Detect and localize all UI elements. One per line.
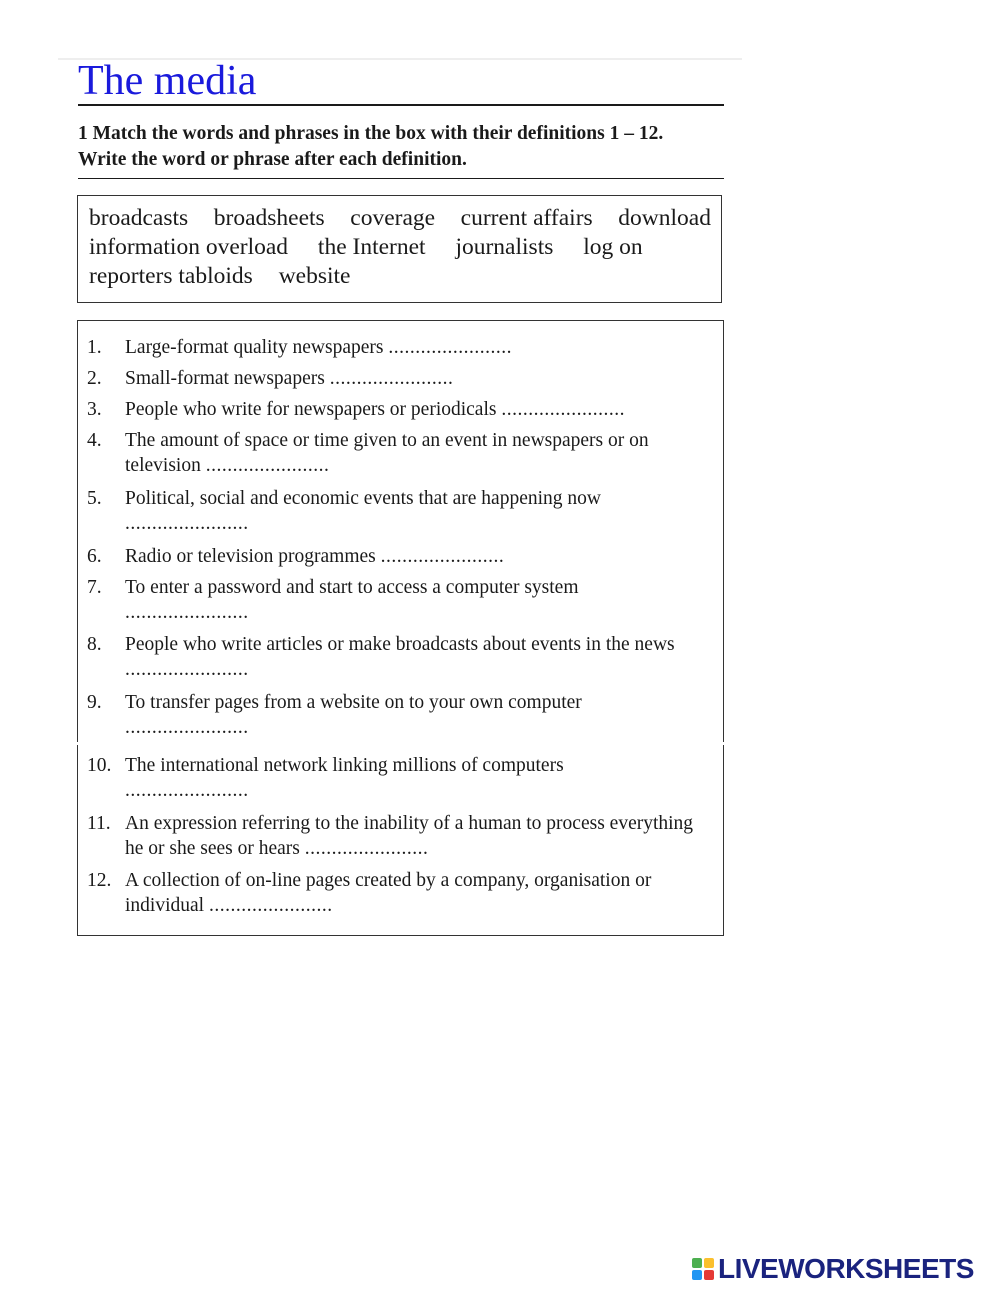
definition-item <box>87 366 707 391</box>
definition-number: 5. <box>87 488 102 509</box>
word-box <box>77 195 722 303</box>
word-box-line-3 <box>89 262 711 291</box>
word-option: broadcasts <box>89 205 189 231</box>
instructions-line-2: Write the word or phrase after each definition. <box>78 149 467 170</box>
definition-text: People who write articles or make broadcasts about events in the news <box>125 634 675 655</box>
definition-text: To enter a password and start to access a computer system <box>125 577 579 598</box>
definition-number: 12. <box>87 870 112 891</box>
definition-text: To transfer pages from a website on to your own computer <box>125 692 582 713</box>
answer-blank[interactable]: ....................... <box>125 659 249 680</box>
definition-text: Large-format quality newspapers <box>125 337 384 358</box>
definition-text: People who write for newspapers or periodicals <box>125 399 497 420</box>
definition-item <box>87 811 707 861</box>
definition-number: 1. <box>87 337 102 358</box>
word-option: coverage <box>350 205 436 231</box>
definition-item <box>87 428 707 478</box>
definition-item <box>87 335 707 360</box>
logo-text: LIVEWORKSHEETS <box>718 1253 974 1284</box>
definition-number: 8. <box>87 634 102 655</box>
word-option: website <box>278 263 351 289</box>
answer-blank[interactable]: ....................... <box>208 895 333 916</box>
answer-blank[interactable]: ....................... <box>304 838 429 859</box>
instructions-line-1: 1 Match the words and phrases in the box with their definitions 1 – 12. <box>78 123 664 144</box>
word-box-line-1 <box>89 204 711 233</box>
word-option: broadsheets <box>213 205 325 231</box>
answer-blank[interactable]: ....................... <box>205 455 330 476</box>
definition-text: The amount of space or time given to an event in newspapers or on television <box>125 430 649 476</box>
word-option: the Internet <box>317 234 426 260</box>
definition-text: Radio or television programmes <box>125 546 376 567</box>
definition-text: An expression referring to the inability of a human to process everything he or she sees or hears <box>125 813 694 859</box>
word-option: log on <box>583 234 643 260</box>
definition-text: A collection of on-line pages created by a company, organisation or individual <box>125 870 652 916</box>
definition-text: Small-format newspapers <box>125 368 325 389</box>
exercise-instructions <box>78 121 724 173</box>
title-divider <box>78 104 724 106</box>
definition-text: Political, social and economic events that are happening now <box>125 488 601 509</box>
definition-item <box>87 690 707 740</box>
answer-blank[interactable]: ....................... <box>501 399 625 420</box>
answer-blank[interactable]: ....................... <box>125 513 249 534</box>
definition-text: The international network linking millions of computers <box>125 755 564 776</box>
definition-number: 10. <box>87 755 112 776</box>
definition-number: 6. <box>87 546 102 567</box>
definition-number: 11. <box>87 813 111 834</box>
answer-blank[interactable]: ....................... <box>380 546 505 567</box>
instructions-divider <box>78 178 724 179</box>
word-option: reporters tabloids <box>89 263 253 289</box>
logo-grid-icon <box>692 1258 714 1280</box>
answer-blank[interactable]: ....................... <box>125 780 249 801</box>
definition-item <box>87 575 707 625</box>
answer-blank[interactable]: ....................... <box>125 717 249 738</box>
definition-item <box>87 753 707 803</box>
definition-number: 9. <box>87 692 102 713</box>
liveworksheets-logo[interactable] <box>692 1253 974 1285</box>
definition-item <box>87 632 707 682</box>
page-title: The media <box>78 58 257 104</box>
word-option: journalists <box>455 234 554 260</box>
word-option: download <box>618 205 711 231</box>
answer-blank[interactable]: ....................... <box>388 337 512 358</box>
word-option: current affairs <box>460 205 593 231</box>
definition-item <box>87 397 707 422</box>
definition-number: 7. <box>87 577 102 598</box>
definition-number: 2. <box>87 368 102 389</box>
definition-number: 3. <box>87 399 102 420</box>
definition-number: 4. <box>87 430 102 451</box>
definition-item <box>87 544 707 569</box>
answer-blank[interactable]: ....................... <box>125 602 249 623</box>
answer-blank[interactable]: ....................... <box>329 368 454 389</box>
definition-item <box>87 868 707 918</box>
definition-item <box>87 486 707 536</box>
word-box-line-2 <box>89 233 711 262</box>
word-option: information overload <box>89 234 289 260</box>
